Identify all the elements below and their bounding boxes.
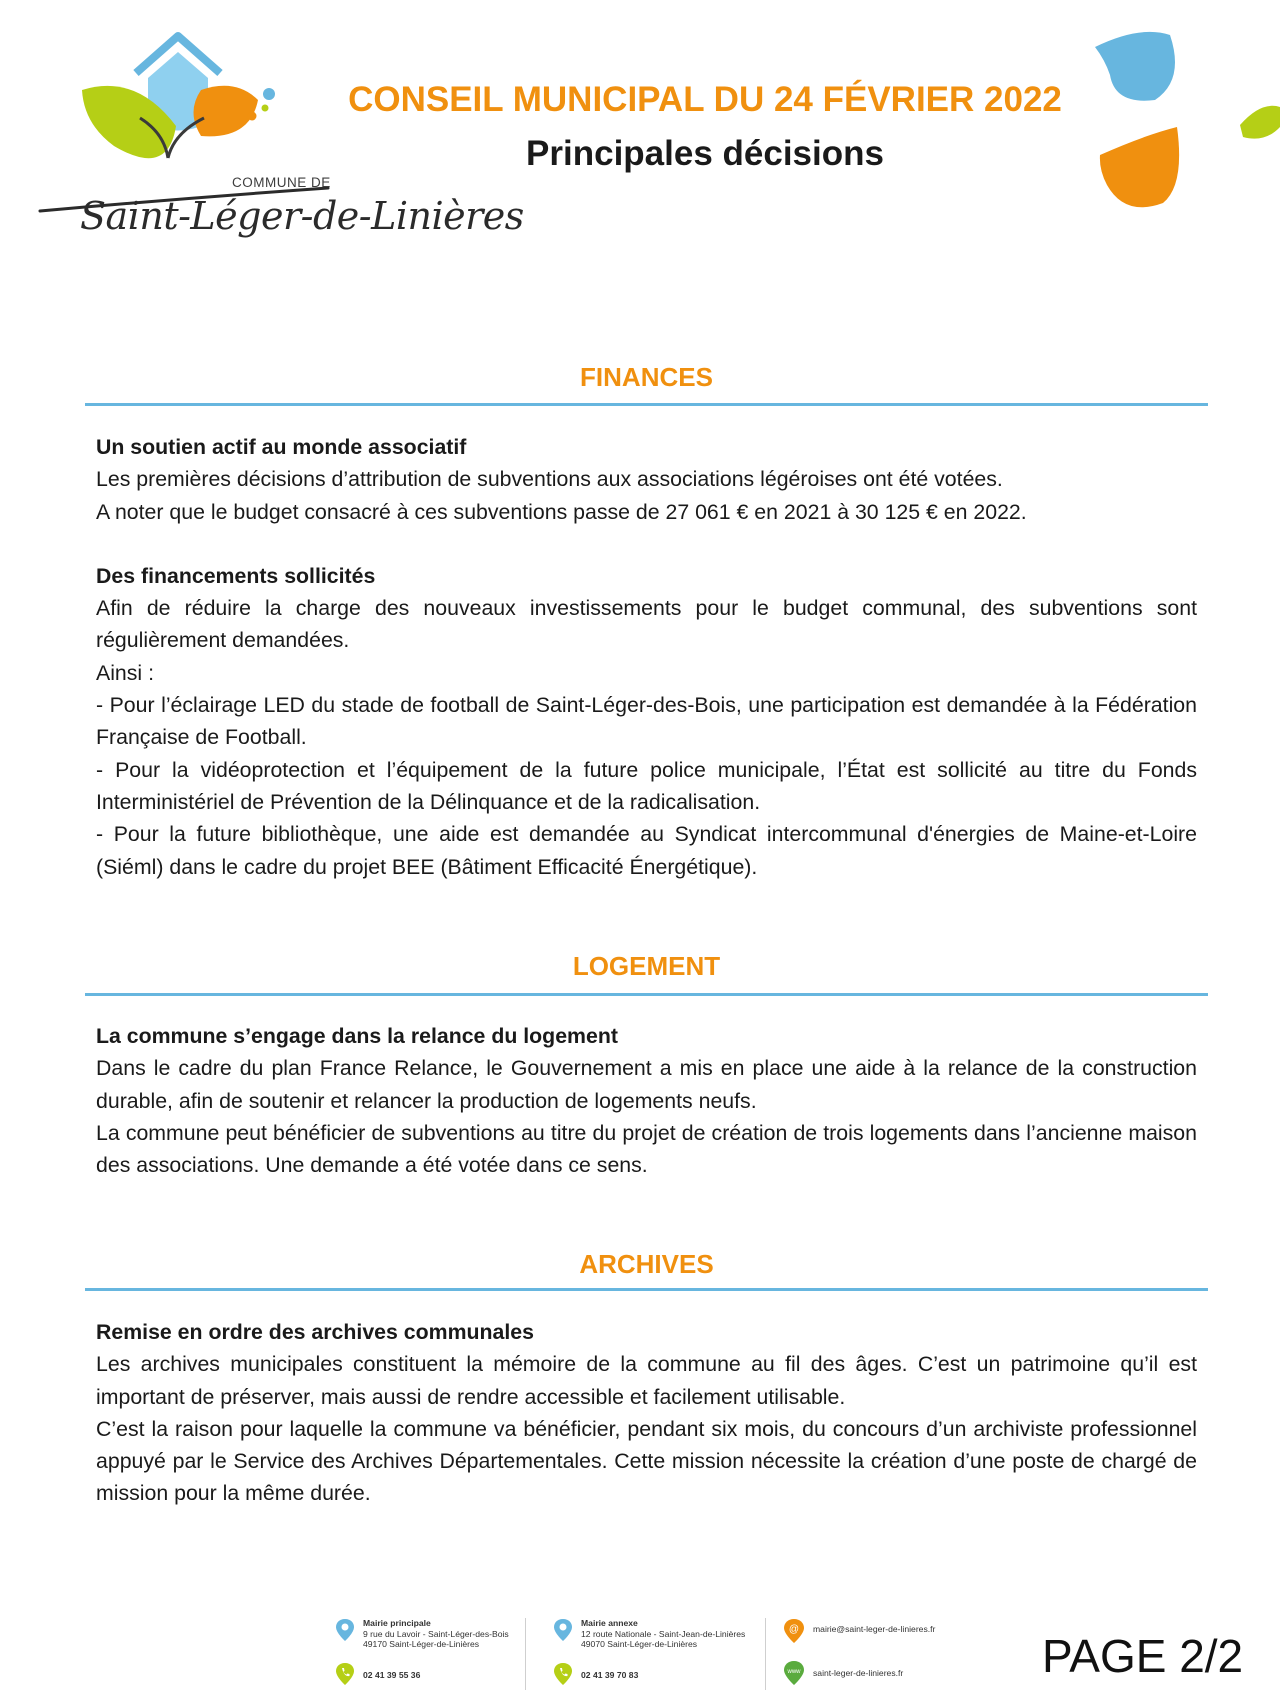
subsection-title: La commune s’engage dans la relance du logement [96, 1024, 618, 1048]
section-divider [85, 993, 1208, 996]
section-divider [85, 403, 1208, 406]
paragraph: La commune peut bénéficier de subventions au titre du projet de création de trois logements dans l’ancienne maison des associations. Une demande a été votée dans ce sens. [96, 1120, 1197, 1178]
list-item: - Pour la future bibliothèque, une aide est demandée au Syndicat intercommunal d'énergies de Maine-et-Loire (Siéml) dans le cadre du projet BEE (Bâtiment Efficacité Énergétique). [96, 822, 1197, 879]
section-heading-archives: ARCHIVES [579, 1249, 714, 1279]
email-address[interactable]: mairie@saint-leger-de-linieres.fr [813, 1624, 936, 1634]
section-body-logement [96, 1020, 1197, 1181]
footer-divider [765, 1618, 766, 1690]
footer-divider [525, 1618, 526, 1690]
annex-office-address2: 49070 Saint-Léger-de-Linières [581, 1639, 698, 1649]
section-divider [85, 1288, 1208, 1291]
logo-name: Saint-Léger-de-Linières [80, 194, 524, 238]
orange-drop-shape [1100, 127, 1179, 207]
subsection-title: Un soutien actif au monde associatif [96, 435, 467, 459]
main-office-label: Mairie principale [363, 1618, 431, 1628]
section-heading-logement: LOGEMENT [572, 951, 721, 981]
page-title: CONSEIL MUNICIPAL DU 24 FÉVRIER 2022 [348, 80, 1062, 119]
blue-drop-shape [1095, 32, 1175, 101]
annex-office-address1: 12 route Nationale - Saint-Jean-de-Linières [581, 1628, 746, 1639]
annex-office-label: Mairie annexe [581, 1618, 638, 1628]
paragraph: Afin de réduire la charge des nouveaux investissements pour le budget communal, des subventions sont régulièrement demandées. [96, 596, 1197, 653]
list-item: - Pour l’éclairage LED du stade de football de Saint-Léger-des-Bois, une participation est demandée à la Fédération Française de Football. [96, 693, 1197, 750]
paragraph: A noter que le budget consacré à ces subventions passe de 27 061 € en 2021 à 30 125 € en 2022. [96, 499, 1027, 524]
page-number: PAGE 2/2 [1042, 1630, 1244, 1682]
section-heading-finances: FINANCES [580, 362, 713, 392]
section-body-archives [96, 1316, 1197, 1510]
main-office-address1: 9 rue du Lavoir - Saint-Léger-des-Bois [363, 1628, 509, 1639]
location-pin-icon [553, 1618, 573, 1642]
footer-contacts [335, 1614, 975, 1694]
main-office-info [363, 1618, 509, 1650]
logo-caption: COMMUNE DE [232, 175, 331, 190]
section-body-finances [96, 431, 1197, 883]
list-item: - Pour la vidéoprotection et l’équipement de la future police municipale, l’État est sollicité au titre du Fonds Interministériel de Prévention de la Délinquance et de la radicalisation. [96, 757, 1197, 814]
phone-pin-icon [553, 1662, 573, 1686]
paragraph: Ainsi : [96, 660, 154, 685]
email-pin-icon [783, 1618, 805, 1644]
annex-office-info [581, 1618, 745, 1650]
subsection-title: Remise en ordre des archives communales [96, 1320, 534, 1344]
subsection-title: Des financements sollicités [96, 563, 376, 588]
paragraph: Dans le cadre du plan France Relance, le Gouvernement a mis en place une aide à la relance de la construction durable, afin de soutenir et relancer la production de logements neufs. [96, 1056, 1197, 1113]
email-icon-glyph: @ [788, 1624, 800, 1635]
annex-office-phone: 02 41 39 70 83 [581, 1670, 639, 1680]
main-office-phone: 02 41 39 55 36 [363, 1670, 421, 1680]
location-pin-icon [335, 1618, 355, 1642]
green-drop-shape [1240, 106, 1280, 139]
paragraph: C’est la raison pour laquelle la commune va bénéficier, pendant six mois, du concours d’un archiviste professionnel appuyé par le Service des Archives Départementales. Cette mission nécessite la création d’une poste de chargé de mission pour la même durée. [96, 1416, 1197, 1506]
website-link[interactable]: saint-leger-de-linieres.fr [813, 1668, 904, 1678]
website-icon-glyph: www [787, 1669, 801, 1675]
website-pin-icon [783, 1660, 805, 1686]
main-office-address2: 49170 Saint-Léger-de-Linières [363, 1639, 480, 1649]
page-subtitle: Principales décisions [526, 134, 884, 173]
paragraph: Les premières décisions d’attribution de subventions aux associations légéroises ont été votées. [96, 467, 1003, 492]
paragraph: Les archives municipales constituent la mémoire de la commune au fil des âges. C’est un patrimoine qu’il est important de préserver, mais aussi de rendre accessible et facilement utilisable. [96, 1352, 1197, 1409]
phone-pin-icon [335, 1662, 355, 1686]
decorative-drops [1085, 25, 1280, 225]
